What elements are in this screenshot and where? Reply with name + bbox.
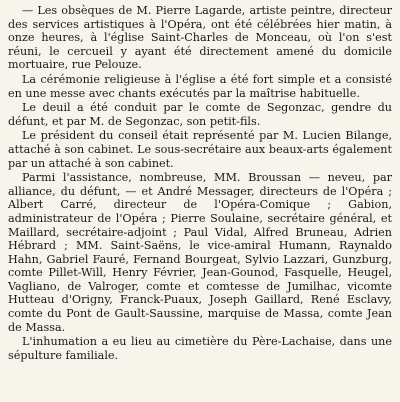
paragraph-mourning-procession: Le deuil a été conduit par le comte de Segonzac, gendre du défunt, et par M. de Segonzac, son petit-fils. [8,101,392,128]
paragraph-attendees-list: Parmi l'assistance, nombreuse, MM. Broussan — neveu, par alliance, du défunt, — et André Messager, directeurs de l'Opéra ; Albert Carré, directeur de l'Opéra-Comique ; Gabion, administrateur de l'Opéra ; Pierre Soulaine, secrétaire général, et Maillard, secrétaire-adjoint ; Paul Vidal, Alfred Bruneau, Adrien Hébrard ; MM. Saint-Saëns, le vice-amiral Humann, Raynaldo Hahn, Gabriel Fauré, Fernand Bourgeat, Sylvio Lazzari, Gunzburg, comte Pillet-Will, Henry Février, Jean-Gounod, Fasquelle, Heugel, Vagliano, de Valroger, comte et comtesse de Jumilhac, vicomte Hutteau d'Origny, Franck-Puaux, Joseph Gaillard, René Esclavy, comte du Pont de Gault-Saussine, marquise de Massa, comte Jean de Massa. [8,171,392,334]
paragraph-religious-ceremony: La cérémonie religieuse à l'église a été fort simple et a consisté en une messe avec chants exécutés par la maîtrise habituelle. [8,72,392,100]
paragraph-obituary-announcement: — Les obsèques de M. Pierre Lagarde, artiste peintre, directeur des services artistiques à l'Opéra, ont été célébrées hier matin, à onze heures, à l'église Saint-Charles de Monceau, où l'on s'est réuni, le cercueil y ayant été directement amené du domicile mortuaire, rue Pelouze. [8,4,392,72]
paragraph-burial: L'inhumation a eu lieu au cimetière du Père-Lachaise, dans une sépulture familiale. [8,335,392,362]
paragraph-official-representatives: Le président du conseil était représenté par M. Lucien Bilange, attaché à son cabinet. Le sous-secrétaire aux beaux-arts également par un attaché à son cabinet. [8,129,392,170]
